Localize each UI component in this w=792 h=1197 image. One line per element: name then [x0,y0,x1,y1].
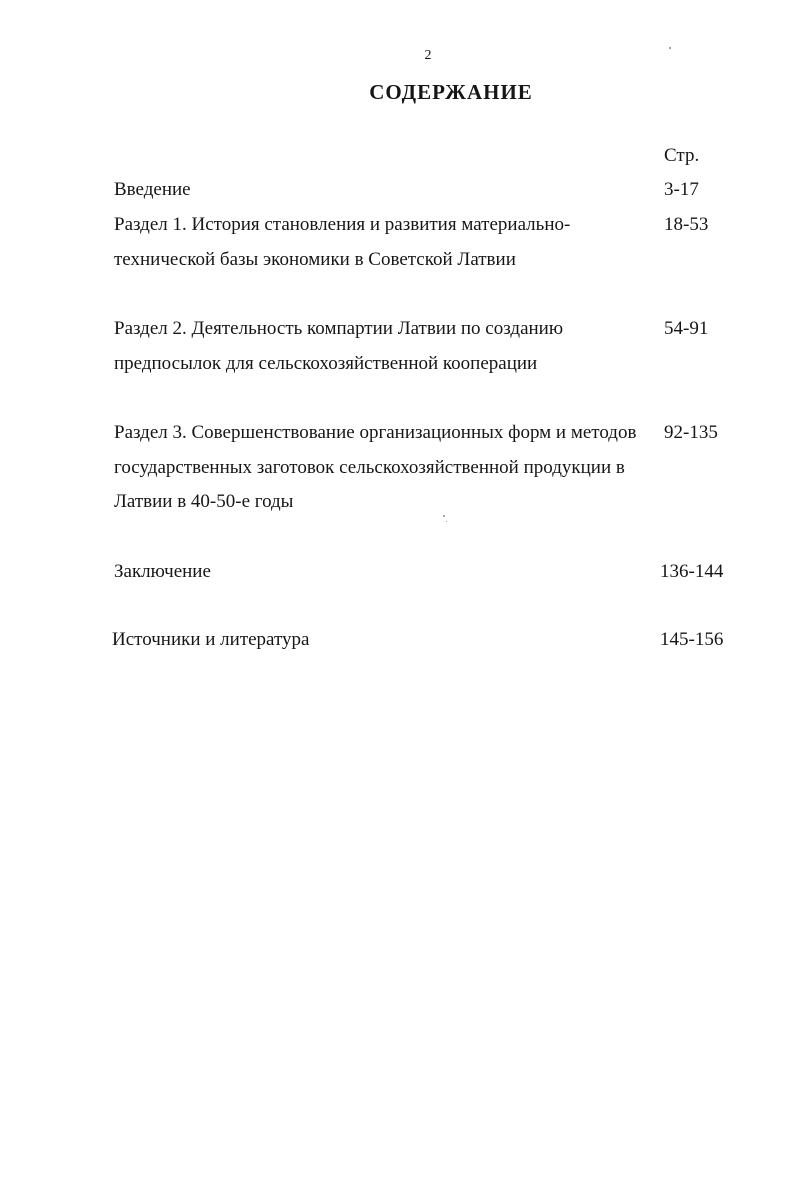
scan-speck [443,515,445,517]
toc-entry-pages: 92-135 [664,422,718,443]
toc-entry-pages: 136-144 [660,561,724,582]
scan-speck [669,47,671,49]
toc-entry-title: Раздел 1. История становления и развития материально-технической базы экономики в Советской Латвии [114,214,571,270]
toc-entry-title: Введение [114,179,191,200]
toc-entry-pages: 145-156 [660,629,724,650]
toc-entry-title: Заключение [114,561,211,582]
toc-entry-title: Раздел 2. Деятельность компартии Латвии по созданию предпосылок для сельскохозяйственной кооперации [114,318,564,374]
page-number: 2 [424,48,432,63]
pages-column-header: Стр. [664,145,700,166]
toc-entry-title: Источники и литература [112,629,310,650]
page-title: СОДЕРЖАНИЕ [369,80,533,104]
scan-speck [446,521,447,522]
toc-entry-pages: 18-53 [664,214,709,235]
toc-entry-pages: 54-91 [664,318,709,339]
toc-entry-pages: 3-17 [664,179,699,200]
toc-entry-title: Раздел 3. Совершенствование организационных форм и методов государственных заготовок сельскохозяйственной продукции в Латвии в 40-50-е годы [114,422,637,512]
